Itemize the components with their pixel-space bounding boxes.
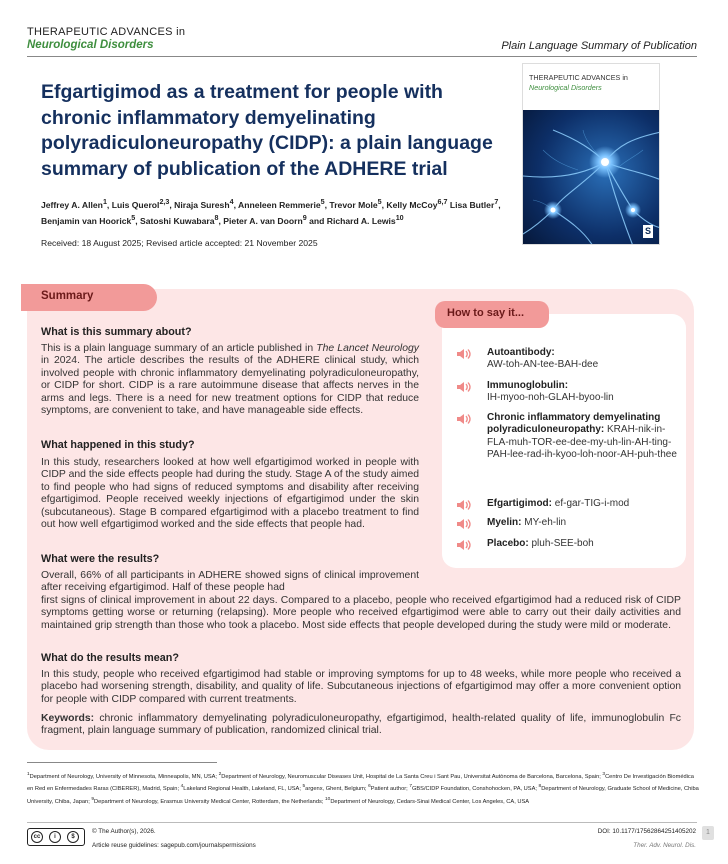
section-text-happened: In this study, researchers looked at how well efgartigimod worked in people with CIDP and the side effects people had during the study. Stage A of the study aimed to find people who had signs of reduced symptoms and disability after receiving efgartigimod. People received weekly injections of efgartigimod under the skin (subcutaneous). Stage B compared efgartigimod with a placebo treatment to find out how well efgartigimod worked and the side effects that people had. [41, 457, 419, 531]
section-heading-results: What were the results? [41, 553, 160, 565]
pronunciation-term: Chronic inflammatory demyelinating polyradiculoneuropathy: [487, 412, 661, 436]
neurons-illustration-icon [523, 110, 660, 245]
section-text-results-part2: first signs of clinical improvement in about 22 days. Compared to a placebo, people who received efgartigimod had a reduced risk of CIDP symptoms getting worse or returning (relapsing). More people who received efgartigimod were able to carry out their daily activities and maintained grip strength than those who took a placebo. Most side effects that people developed during the study were mild or moderate. [41, 595, 681, 631]
pronunciation-guide: MY-eh-lin [524, 517, 567, 528]
cover-journal-subname: Neurological Disorders [529, 83, 602, 92]
pronunciation-term: Efgartigimod: [487, 498, 552, 509]
speaker-icon [455, 380, 473, 394]
keywords-text: chronic inflammatory demyelinating polyradiculoneuropathy, efgartigimod, health-related quality of life, immunoglobulin Fc fragment, plain language summary of publication, randomized clinical trial. [41, 713, 682, 737]
pronunciation-guide: AW-toh-AN-tee-BAH-dee [487, 359, 599, 371]
pronunciation-item [487, 517, 685, 529]
section-text-meaning: In this study, people who received efgartigimod had stable or improving symptoms for up to 48 weeks, while more people who received a placebo had worsening strength, disability, and quality of life. Subcutaneous injections of efgartigimod may offer a more convenient option for people with CIDP compared with current treatments. [41, 669, 681, 705]
section-text-results-part1: Overall, 66% of all participants in ADHERE showed signs of clinical improvement after receiving efgartigimod. Half of these people had [41, 570, 419, 594]
publisher-logo: S [644, 226, 651, 236]
article-title: Efgartigimod as a treatment for people with chronic inflammatory demyelinating polyradiculoneuropathy (CIDP): a plain language summary of publication of the ADHERE trial [41, 81, 493, 180]
pronunciation-item [487, 412, 685, 462]
journal-cover-image [522, 63, 660, 245]
pronunciation-item [487, 347, 685, 372]
pronunciation-guide: IH-myoo-noh-GLAH-byoo-lin [487, 392, 614, 404]
pronunciation-guide: ef-gar-TIG-i-mod [554, 498, 630, 509]
footnote-divider [27, 762, 217, 763]
keywords [41, 713, 681, 738]
section-text-about: This is a plain language summary of an article published in The Lancet Neurology in 2024. The article describes the results of the ADHERE clinical study, which involved people with chronic inflammatory demyelinating polyradiculoneuropathy, or CIDP for short. CIDP is a rare autoimmune disease that affects nerves in the arms and legs. There is a need for new treatment options for CIDP that reduce symptoms, are convenient to take, and have manageable side effects. [41, 343, 419, 417]
speaker-icon [455, 347, 473, 361]
speaker-icon [455, 498, 473, 512]
summary-tab-label: Summary [21, 284, 157, 311]
doi-link[interactable]: DOI: 10.1177/17562864251405202 [597, 828, 696, 835]
affiliations-footnotes: $^1$Department of Neurology, University of Minnesota, Minneapolis, MN, USA; $^2$Department of Neurology, Neuromuscular Diseases Unit, Hospital de La Santa Creu i Sant Pau, Universitat Autònoma de Barcelona, Barcelona, Spain; $^3$Centro De Investigación Biomédica en Red en Enfermedades Raras (CIBERER), Madrid, Spain; $^4$Lakeland Regional Health, Lakeland, FL, USA; $^5$argenx, Ghent, Belgium; $^6$Patient author; $^7$GBS/CIDP Foundation, Conshohocken, PA, USA; $^8$Department of Neurology, Graduate School of Medicine, Chiba University, Chiba, Japan; $^9$Department of Neurology, Erasmus University Medical Center, Rotterdam, the Netherlands; $^{10}$Department of Neurology, Cedars-Sinai Medical Center, Los Angeles, CA, USA [27, 772, 699, 805]
section-heading-happened: What happened in this study? [41, 439, 195, 451]
section-heading-about: What is this summary about? [41, 326, 192, 338]
section-heading-meaning: What do the results mean? [41, 652, 179, 664]
creative-commons-badge[interactable] [27, 828, 85, 846]
journal-header [27, 26, 697, 58]
pronunciation-tab-label: How to say it... [435, 301, 549, 328]
by-icon: i [49, 831, 61, 843]
reuse-guidelines-link[interactable]: Article reuse guidelines: sagepub.com/journalspermissions [92, 842, 256, 849]
keywords-label: Keywords: [41, 713, 95, 724]
pronunciation-item [487, 538, 685, 550]
nc-icon: $ [67, 831, 79, 843]
cover-journal-name: THERAPEUTIC ADVANCES in [529, 73, 628, 82]
journal-name: THERAPEUTIC ADVANCES in [27, 26, 186, 38]
speaker-icon [455, 517, 473, 531]
document-type: Plain Language Summary of Publication [501, 40, 697, 52]
speaker-icon [455, 538, 473, 552]
copyright: © The Author(s), 2026. [92, 828, 156, 835]
pronunciation-term: Myelin: [487, 517, 522, 528]
footer-divider [27, 822, 697, 823]
author-list: Jeffrey A. Allen$^1$, Luis Querol$^{2,3}$, Niraja Suresh$^4$, Anneleen Remmerie$^5$, Trevor Mole$^5$, Kelly McCoy$^{6,7}$ Lisa Butler$^7$, Benjamin van Hoorick$^5$, Satoshi Kuwabara$^8$, Pieter A. van Doorn$^9$ and Richard A. Lewis$^{10}$ [41, 198, 501, 227]
cc-icon: cc [31, 831, 43, 843]
speaker-icon [455, 412, 473, 426]
received-dates: Received: 18 August 2025; Revised article accepted: 21 November 2025 [41, 238, 318, 248]
pronunciation-item [487, 380, 685, 405]
header-divider [27, 56, 697, 57]
pronunciation-term: Immunoglobulin: [487, 380, 569, 391]
pronunciation-guide: KRAH-nik-in-FLA-muh-TOR-ee-dee-my-uh-lin-AH-ting-PAH-lee-rad-ih-kyoo-loh-noor-AH-puh-thee [487, 424, 677, 461]
journal-subname: Neurological Disorders [27, 39, 154, 51]
pronunciation-term: Autoantibody: [487, 347, 555, 358]
journal-abbreviation: Ther. Adv. Neurol. Dis. [633, 842, 696, 849]
page-number: 1 [702, 826, 714, 840]
pronunciation-item [487, 498, 685, 510]
pronunciation-guide: pluh-SEE-boh [531, 538, 594, 549]
pronunciation-term: Placebo: [487, 538, 529, 549]
